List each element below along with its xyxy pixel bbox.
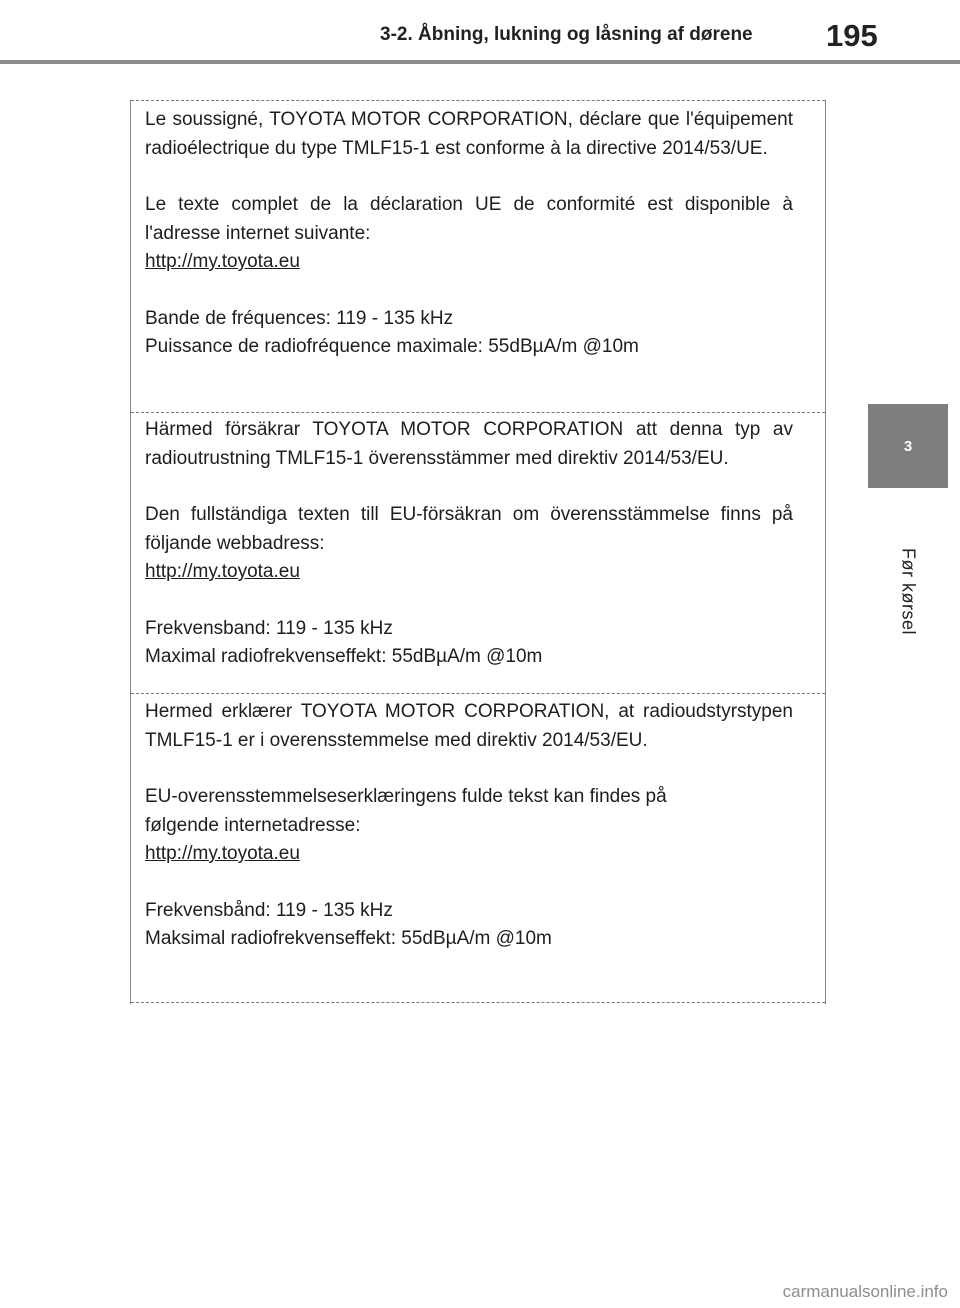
declaration-text: Härmed försäkrar TOYOTA MOTOR CORPORATION att denna typ av radioutrustning TMLF15-1 överensstämmer med direktiv 2014/53/EU. <box>145 419 793 469</box>
full-text-intro: Den fullständiga texten till EU-försäkran om överensstämmelse finns på följande webbadress: <box>145 504 793 554</box>
declaration-link[interactable]: http://my.toyota.eu <box>145 561 300 582</box>
max-power: Puissance de radiofréquence maximale: 55dBµA/m @10m <box>145 336 639 357</box>
full-text-intro-line-2: følgende internetadresse: <box>145 814 361 836</box>
chapter-title: 3-2. Åbning, lukning og låsning af dørene <box>380 24 753 45</box>
max-power: Maksimal radiofrekvenseffekt: 55dBµA/m @10m <box>145 928 552 949</box>
chapter-tab[interactable] <box>868 404 948 488</box>
declaration-box <box>130 100 826 1004</box>
box-bottom-rule <box>131 1002 825 1003</box>
section-divider <box>131 693 825 694</box>
page-number: 195 <box>826 18 878 53</box>
max-power: Maximal radiofrekvenseffekt: 55dBµA/m @10m <box>145 646 543 667</box>
section-danish <box>131 698 825 954</box>
declaration-text: Le soussigné, TOYOTA MOTOR CORPORATION, déclare que l'équipement radioélectrique du type TMLF15-1 est conforme à la directive 2014/53/UE. <box>145 109 793 159</box>
declaration-text: Hermed erklærer TOYOTA MOTOR CORPORATION, at radioudstyrstypen TMLF15-1 er i overensstemmelse med direktiv 2014/53/EU. <box>145 701 793 751</box>
section-french <box>131 106 825 362</box>
section-swedish <box>131 416 825 672</box>
declaration-link[interactable]: http://my.toyota.eu <box>145 843 300 864</box>
chapter-tab-label: Før kørsel <box>898 548 919 635</box>
chapter-tab-number: 3 <box>903 437 913 455</box>
section-divider <box>131 412 825 413</box>
box-top-rule <box>131 100 825 101</box>
watermark: carmanualsonline.info <box>782 1282 948 1301</box>
frequency-band: Frekvensbånd: 119 - 135 kHz <box>145 899 393 921</box>
full-text-intro: Le texte complet de la déclaration UE de conformité est disponible à l'adresse internet suivante: <box>145 194 793 244</box>
declaration-link[interactable]: http://my.toyota.eu <box>145 251 300 272</box>
header-rule <box>0 60 960 64</box>
full-text-intro-line-1: EU-overensstemmelseserklæringens fulde tekst kan findes på <box>145 786 667 807</box>
frequency-band: Bande de fréquences: 119 - 135 kHz <box>145 307 454 329</box>
frequency-band: Frekvensband: 119 - 135 kHz <box>145 617 393 639</box>
